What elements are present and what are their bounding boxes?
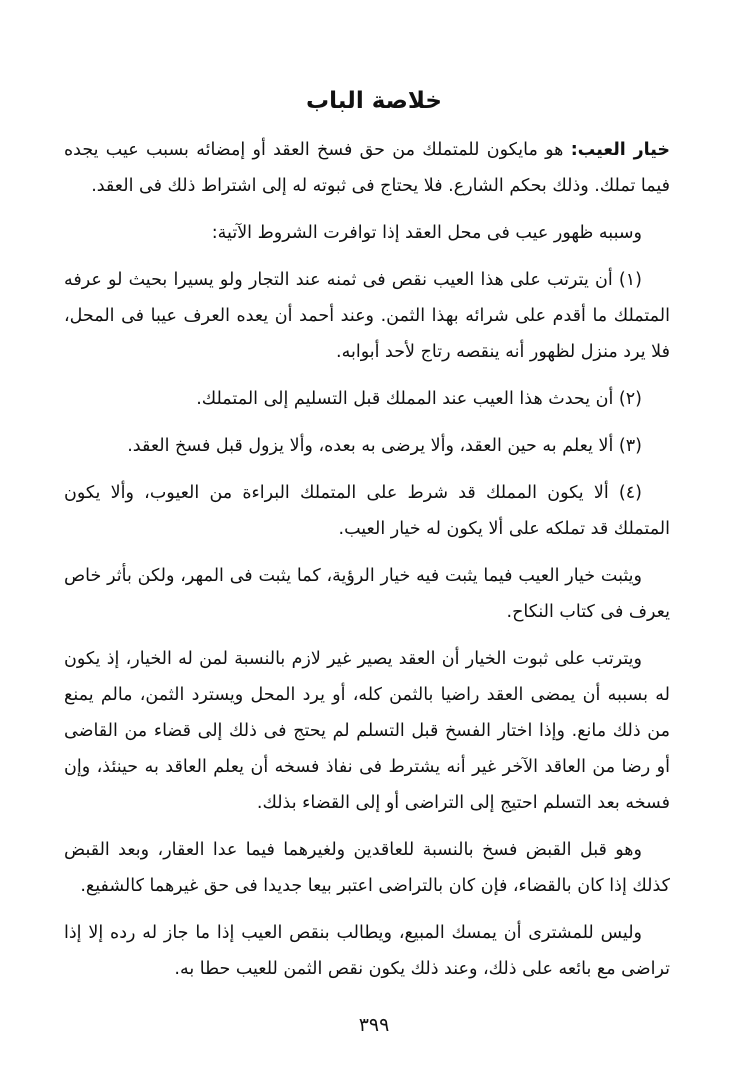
condition-4: (٤) ألا يكون المملك قد شرط على المتملك البراءة من العيوب، وألا يكون المتملك قد تملكه على ألا يكون له خيار العيب. (64, 483, 670, 539)
paragraph-scope: ويثبت خيار العيب فيما يثبت فيه خيار الرؤية، كما يثبت فى المهر، ولكن بأثر خاص يعرف فى كتاب النكاح. (64, 566, 670, 622)
page-body (64, 132, 670, 998)
condition-3: (٣) ألا يعلم به حين العقد، وألا يرضى به بعده، وألا يزول قبل فسخ العقد. (127, 436, 642, 456)
paragraph-before-receipt: وهو قبل القبض فسخ بالنسبة للعاقدين ولغيرهما فيما عدا العقار، وبعد القبض كذلك إذا كان بالقضاء، فإن كان بالتراضى اعتبر بيعا جديدا فى حق غيرهما كالشفيع. (64, 840, 670, 896)
condition-2: (٢) أن يحدث هذا العيب عند المملك قبل التسليم إلى المتملك. (196, 389, 642, 409)
defined-term: خيار العيب: (570, 140, 671, 160)
condition-1: (١) أن يترتب على هذا العيب نقص فى ثمنه عند التجار ولو يسيرا بحيث لو عرفه المتملك ما أقدم على شرائه بهذا الثمن. وعند أحمد أن يعده العرف عيبا فى المحل، فلا يرد منزل لظهور أنه ينقصه رتاج لأحد أبوابه. (64, 270, 670, 362)
chapter-summary-title: خلاصة الباب (306, 88, 442, 114)
page-number: ٣٩٩ (358, 1014, 390, 1036)
paragraph-buyer: وليس للمشترى أن يمسك المبيع، ويطالب بنقص العيب إذا ما جاز له رده إلا إذا تراضى مع بائعه على ذلك، وعند ذلك يكون نقص الثمن للعيب حطا به. (64, 923, 670, 979)
paragraph-cause: وسببه ظهور عيب فى محل العقد إذا توافرت الشروط الآتية: (211, 223, 642, 243)
paragraph-definition (64, 132, 670, 204)
paragraph-effect: ويترتب على ثبوت الخيار أن العقد يصير غير لازم بالنسبة لمن له الخيار، إذ يكون له بسببه أن يمضى العقد راضيا بالثمن كله، أو يرد المحل ويسترد الثمن، مالم يمنع من ذلك مانع. وإذا اختار الفسخ قبل التسلم لم يحتج فى ذلك إلى قضاء من القاضى أو رضا من العاقد الآخر غير أنه يشترط فى نفاذ فسخه أن يعلم العاقد به حينئذ، وإن فسخه بعد التسلم احتيج إلى التراضى أو إلى القضاء بذلك. (64, 649, 670, 813)
definition-text: هو مايكون للمتملك من حق فسخ العقد أو إمضائه بسبب عيب يجده فيما تملك. وذلك بحكم الشارع. فلا يحتاج فى ثبوته له إلى اشتراط ذلك فى العقد. (64, 140, 670, 196)
